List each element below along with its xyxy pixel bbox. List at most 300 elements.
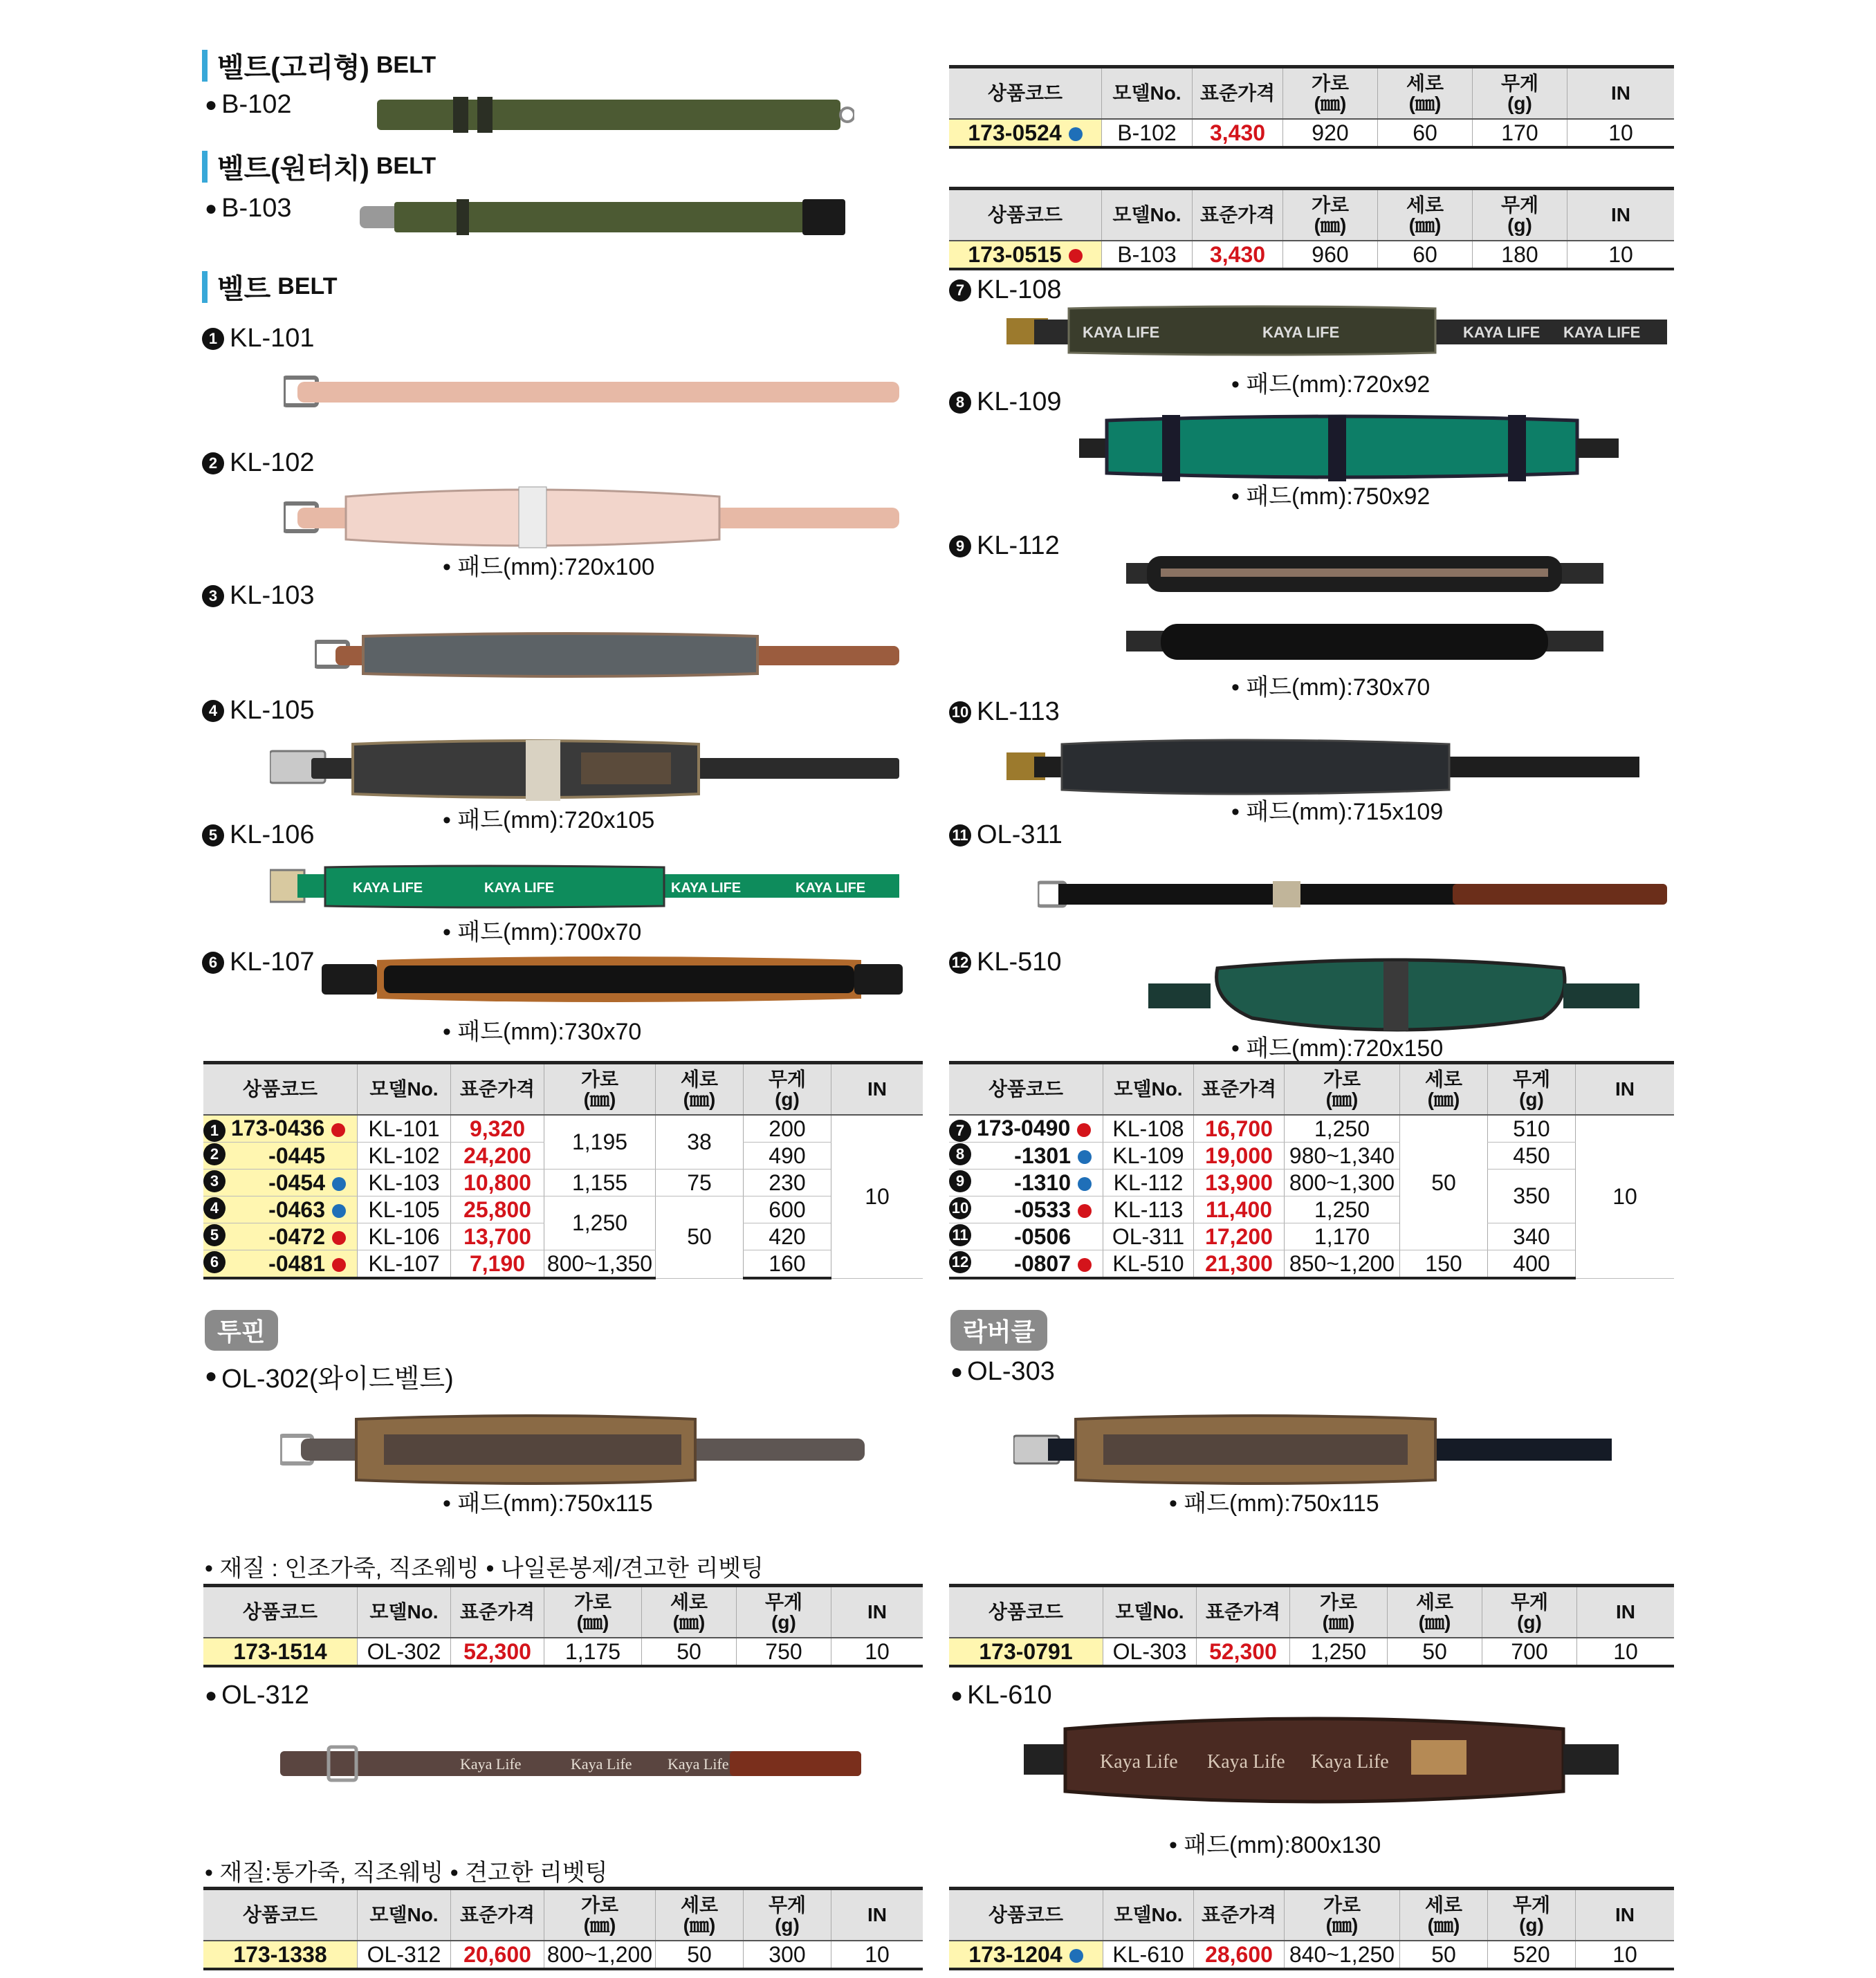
number-badge: 12: [949, 1251, 971, 1273]
header-width-label: 가로: [573, 1591, 612, 1613]
cell-code: [203, 1223, 358, 1250]
header-height-label: 세로: [680, 1894, 719, 1916]
table-ol303: [949, 1584, 1674, 1667]
cell-height: 60: [1378, 119, 1473, 147]
header-in: IN: [1567, 189, 1675, 241]
header-model: 모델No.: [358, 1063, 451, 1116]
table-row: [949, 1170, 1674, 1196]
table-row: [949, 1115, 1674, 1143]
header-weight: [1488, 1889, 1576, 1941]
cell-weight: 420: [744, 1223, 831, 1250]
cell-height: 60: [1378, 241, 1473, 269]
header-weight: [1473, 189, 1567, 241]
red-dot-icon: [1078, 1258, 1092, 1272]
header-model: 모델No.: [358, 1586, 451, 1638]
cell-height: 50: [1400, 1941, 1488, 1969]
header-width: [1283, 67, 1378, 120]
header-unit: (㎜): [576, 1611, 609, 1633]
header-weight: [737, 1586, 831, 1638]
header-price: 표준가격: [451, 1063, 544, 1116]
cell-model: OL-303: [1103, 1638, 1197, 1666]
cell-model: KL-610: [1103, 1941, 1194, 1969]
header-width: [1283, 189, 1378, 241]
number-badge: 5: [202, 824, 224, 847]
number-badge: 4: [202, 700, 224, 722]
pad-size-kl112: • 패드(mm):730x70: [1231, 674, 1431, 701]
header-price: 표준가격: [451, 1586, 544, 1638]
cell-model: OL-302: [358, 1638, 451, 1666]
cell-weight: 510: [1488, 1115, 1576, 1143]
header-height: [656, 1889, 744, 1941]
blue-dot-icon: [332, 1177, 346, 1191]
belt-image-ol303: [1013, 1411, 1615, 1487]
header-model: 모델No.: [1102, 189, 1193, 241]
cell-height: 50: [656, 1196, 744, 1279]
cell-weight: 200: [744, 1115, 831, 1143]
cell-code: [949, 241, 1102, 269]
product-name: B-103: [221, 194, 292, 223]
pad-size-ol302: • 패드(mm):750x115: [443, 1490, 653, 1517]
section-title-text: 벨트(고리형): [217, 53, 369, 83]
cell-price: 25,800: [451, 1196, 544, 1223]
blue-dot-icon: [1069, 1949, 1083, 1963]
red-dot-icon: [1077, 1123, 1091, 1137]
cell-model: KL-109: [1103, 1143, 1194, 1170]
table-row: [949, 241, 1674, 269]
header-unit: (㎜): [583, 1914, 616, 1936]
cell-model: KL-107: [358, 1250, 451, 1279]
product-label-ol312: [205, 1681, 309, 1710]
cell-weight: 600: [744, 1196, 831, 1223]
header-unit: (g): [1517, 1611, 1542, 1633]
cell-weight: 450: [1488, 1143, 1576, 1170]
cell-model: B-102: [1102, 119, 1193, 147]
cell-weight: 180: [1473, 241, 1567, 269]
belt-image-kl113: [1006, 736, 1643, 798]
table-kl-right: [949, 1061, 1674, 1279]
header-unit: (㎜): [1427, 1914, 1460, 1936]
red-dot-icon: [1069, 249, 1083, 263]
belt-print-text: KAYA LIFE: [671, 880, 742, 896]
table-ol302: [203, 1584, 923, 1667]
number-badge: 3: [203, 1170, 226, 1192]
header-width: [544, 1889, 656, 1941]
header-unit: (g): [771, 1611, 796, 1633]
number-badge: 6: [202, 952, 224, 974]
number-badge: 11: [949, 1224, 971, 1246]
belt-image-kl101: [284, 373, 903, 409]
cell-code: [949, 1196, 1103, 1223]
product-label-kl108: [949, 275, 1062, 305]
header-code: 상품코드: [203, 1889, 358, 1941]
number-badge: 6: [203, 1251, 226, 1273]
header-height-label: 세로: [670, 1591, 708, 1613]
product-name: KL-106: [230, 820, 315, 849]
cell-code: [203, 1115, 358, 1143]
cell-code: [203, 1250, 358, 1279]
header-model: 모델No.: [1103, 1063, 1194, 1116]
table-row: [949, 119, 1674, 147]
product-name: KL-101: [230, 324, 315, 353]
product-label-ol303: [950, 1357, 1055, 1387]
cell-in: 10: [1567, 241, 1675, 269]
header-in: IN: [831, 1063, 923, 1116]
code-text: 173-0436: [231, 1116, 325, 1140]
product-label-ol302: [205, 1357, 454, 1395]
header-model: 모델No.: [1102, 67, 1193, 120]
header-height: [1388, 1586, 1482, 1638]
header-height-label: 세로: [1424, 1068, 1463, 1090]
number-badge: 7: [949, 279, 971, 302]
note-ol302: • 재질 : 인조가죽, 직조웨빙 • 나일론봉제/견고한 리벳팅: [205, 1555, 764, 1582]
header-unit: (㎜): [1408, 214, 1442, 236]
product-name: KL-113: [977, 697, 1060, 726]
cell-price: 28,600: [1194, 1941, 1285, 1969]
header-width: [544, 1063, 656, 1116]
cell-model: KL-113: [1103, 1196, 1194, 1223]
cell-code: [949, 1250, 1103, 1279]
header-price: 표준가격: [1194, 1889, 1285, 1941]
table-row: [949, 1250, 1674, 1279]
code-text: -0481: [268, 1250, 325, 1276]
belt-image-b103: [360, 196, 851, 238]
cell-in: 10: [1567, 119, 1675, 147]
header-code: 상품코드: [949, 1063, 1103, 1116]
code-text: 173-0515: [968, 241, 1062, 267]
red-dot-icon: [1078, 1204, 1092, 1218]
cell-weight: 300: [744, 1941, 831, 1969]
product-name: OL-302(와이드벨트): [221, 1365, 454, 1394]
number-badge: 10: [949, 1197, 971, 1219]
header-unit: (㎜): [1322, 1611, 1355, 1633]
belt-print-text: KAYA LIFE: [1262, 324, 1340, 341]
cell-in: 10: [831, 1941, 923, 1969]
header-unit: (㎜): [1418, 1611, 1451, 1633]
pad-size-kl610: • 패드(mm):800x130: [1169, 1832, 1381, 1858]
belt-print-text: KAYA LIFE: [353, 880, 423, 896]
cell-code: [949, 1115, 1103, 1143]
cell-in: 10: [831, 1638, 923, 1666]
code-text: -1310: [1014, 1170, 1071, 1195]
table-row: [203, 1250, 923, 1279]
cell-weight: 160: [744, 1250, 831, 1279]
header-weight-label: 무게: [768, 1068, 807, 1090]
cell-height: 50: [1388, 1638, 1482, 1666]
bullet-icon: ●: [205, 1364, 218, 1387]
cell-code: [203, 1170, 358, 1196]
code-text: -0445: [268, 1143, 325, 1168]
cell-width: 1,250: [544, 1196, 656, 1250]
cell-price: 19,000: [1194, 1143, 1285, 1170]
table-row: [203, 1941, 923, 1969]
cell-price: 21,300: [1194, 1250, 1285, 1279]
header-unit: (㎜): [1325, 1089, 1359, 1110]
number-badge: 1: [203, 1120, 226, 1142]
cell-weight: 700: [1482, 1638, 1577, 1666]
header-height-label: 세로: [1415, 1591, 1454, 1613]
belt-image-kl108: [1006, 304, 1671, 357]
cell-code: [949, 119, 1102, 147]
product-label-kl510: [949, 948, 1062, 977]
header-weight: [1473, 67, 1567, 120]
cell-width: 800~1,300: [1285, 1170, 1400, 1196]
belt-print-text: Kaya Life: [460, 1755, 522, 1773]
table-row: [949, 1223, 1674, 1250]
belt-image-kl102: [284, 483, 903, 552]
code-text: -0472: [268, 1223, 325, 1249]
header-weight-label: 무게: [764, 1591, 803, 1613]
cell-code: 173-1338: [203, 1941, 358, 1969]
header-unit: (㎜): [583, 1089, 616, 1110]
table-row: [949, 1638, 1674, 1666]
pad-size-kl105: • 패드(mm):720x105: [443, 807, 655, 833]
cell-in: 10: [1576, 1115, 1675, 1278]
accent-bar: [202, 151, 208, 183]
cell-price: 7,190: [451, 1250, 544, 1279]
cell-model: KL-108: [1103, 1115, 1194, 1143]
belt-image-b102: [370, 95, 854, 134]
cell-weight: 490: [744, 1143, 831, 1170]
belt-image-kl103: [315, 628, 903, 681]
section-title-en: BELT: [376, 153, 436, 179]
product-name: KL-107: [230, 948, 315, 977]
cell-model: KL-106: [358, 1223, 451, 1250]
number-badge: 12: [949, 952, 971, 974]
belt-print-text: Kaya Life: [1100, 1751, 1178, 1773]
table-ol312: [203, 1887, 923, 1970]
header-weight-label: 무게: [1512, 1894, 1551, 1916]
header-height: [1378, 189, 1473, 241]
product-label-kl103: [202, 581, 315, 611]
bullet-icon: ●: [950, 1683, 964, 1707]
number-badge: 7: [949, 1120, 971, 1142]
section-title-hook-belt: [202, 46, 436, 85]
blue-dot-icon: [332, 1204, 346, 1218]
header-weight: [744, 1063, 831, 1116]
header-height-label: 세로: [1406, 194, 1444, 216]
cell-model: KL-105: [358, 1196, 451, 1223]
cell-price: 3,430: [1193, 119, 1283, 147]
header-code: 상품코드: [949, 1889, 1103, 1941]
product-label-kl610: [950, 1681, 1052, 1710]
tag-twopin: 투핀: [205, 1310, 278, 1351]
header-unit: (g): [775, 1089, 800, 1110]
section-title-en: BELT: [376, 52, 436, 78]
header-code: 상품코드: [949, 67, 1102, 120]
table-kl610: [949, 1887, 1674, 1970]
cell-weight: 170: [1473, 119, 1567, 147]
belt-print-text: Kaya Life: [1311, 1751, 1389, 1773]
bullet-icon: ●: [205, 93, 218, 116]
number-badge: 3: [202, 585, 224, 607]
header-in: IN: [1576, 1889, 1675, 1941]
cell-code: 173-0791: [949, 1638, 1103, 1666]
code-text: -0454: [268, 1170, 325, 1195]
cell-weight: 350: [1488, 1170, 1576, 1223]
header-price: 표준가격: [1193, 189, 1283, 241]
cell-height: 50: [1400, 1115, 1488, 1250]
cell-model: KL-101: [358, 1115, 451, 1143]
header-unit: (g): [1507, 93, 1532, 114]
blue-dot-icon: [1078, 1150, 1092, 1164]
section-title-text: 벨트(원터치): [217, 154, 369, 184]
section-title-text: 벨트: [217, 274, 271, 304]
belt-image-kl112-b: [1126, 621, 1610, 663]
cell-width: 840~1,250: [1285, 1941, 1400, 1969]
belt-print-text: Kaya Life: [571, 1755, 632, 1773]
product-name: KL-610: [967, 1681, 1052, 1710]
product-name: KL-112: [977, 531, 1060, 560]
pad-size-kl106: • 패드(mm):700x70: [443, 919, 642, 945]
belt-print-text: Kaya Life: [668, 1755, 729, 1773]
number-badge: 2: [203, 1143, 226, 1165]
header-unit: (㎜): [1314, 93, 1347, 114]
header-unit: (㎜): [1314, 214, 1347, 236]
cell-width: 1,170: [1285, 1223, 1400, 1250]
cell-model: KL-510: [1103, 1250, 1194, 1279]
header-unit: (㎜): [683, 1914, 716, 1936]
belt-image-ol311: [1038, 877, 1671, 912]
header-width: [1285, 1063, 1400, 1116]
number-badge: 9: [949, 1170, 971, 1192]
header-unit: (㎜): [1325, 1914, 1359, 1936]
header-width: [544, 1586, 642, 1638]
table-b103: [949, 187, 1674, 270]
cell-price: 11,400: [1194, 1196, 1285, 1223]
bullet-icon: ●: [205, 196, 218, 220]
cell-height: 38: [656, 1115, 744, 1170]
header-price: 표준가격: [1197, 1586, 1290, 1638]
header-model: 모델No.: [1103, 1586, 1197, 1638]
cell-width: 1,195: [544, 1115, 656, 1170]
product-label-kl101: [202, 324, 315, 353]
cell-model: KL-112: [1103, 1170, 1194, 1196]
header-unit: (㎜): [683, 1089, 716, 1110]
cell-height: 75: [656, 1170, 744, 1196]
header-unit: (g): [1519, 1089, 1544, 1110]
cell-width: 800~1,200: [544, 1941, 656, 1969]
cell-width: 800~1,350: [544, 1250, 656, 1279]
header-height: [1378, 67, 1473, 120]
section-title-onetouch-belt: [202, 147, 436, 186]
product-name: KL-109: [977, 387, 1062, 416]
cell-model: OL-312: [358, 1941, 451, 1969]
cell-height: 150: [1400, 1250, 1488, 1279]
header-model: 모델No.: [358, 1889, 451, 1941]
belt-print-text: KAYA LIFE: [796, 880, 866, 896]
product-name: KL-102: [230, 448, 315, 477]
product-label-kl102: [202, 448, 315, 478]
product-label-kl113: [949, 697, 1060, 727]
cell-code: [203, 1196, 358, 1223]
belt-image-kl510: [1148, 952, 1646, 1042]
header-height: [1400, 1889, 1488, 1941]
cell-price: 10,800: [451, 1170, 544, 1196]
cell-code: [949, 1143, 1103, 1170]
pad-size-kl107: • 패드(mm):730x70: [443, 1019, 642, 1045]
product-label-kl107: [202, 948, 315, 977]
header-in: IN: [1577, 1586, 1675, 1638]
belt-print-text: KAYA LIFE: [1563, 324, 1641, 341]
belt-image-kl112-a: [1126, 553, 1610, 595]
header-price: 표준가격: [1194, 1063, 1285, 1116]
belt-print-text: KAYA LIFE: [1463, 324, 1541, 341]
code-text: -0533: [1014, 1196, 1071, 1222]
header-width: [1285, 1889, 1400, 1941]
header-width: [1290, 1586, 1388, 1638]
table-row: [203, 1638, 923, 1666]
header-code: 상품코드: [203, 1063, 358, 1116]
section-title-belt: [202, 267, 338, 306]
product-label-b103: [205, 194, 292, 223]
header-width-label: 가로: [1311, 194, 1350, 216]
cell-code: [949, 1223, 1103, 1250]
header-width-label: 가로: [580, 1894, 619, 1916]
header-unit: (g): [775, 1914, 800, 1936]
cell-width: 920: [1283, 119, 1378, 147]
header-height: [642, 1586, 737, 1638]
pad-size-kl109: • 패드(mm):750x92: [1231, 483, 1431, 510]
table-row: [203, 1115, 923, 1143]
header-weight-label: 무게: [1512, 1068, 1551, 1090]
bullet-icon: ●: [950, 1360, 964, 1383]
cell-in: 10: [1577, 1638, 1675, 1666]
cell-width: 1,250: [1285, 1196, 1400, 1223]
header-in: IN: [1567, 67, 1675, 120]
cell-code: [949, 1941, 1103, 1969]
red-dot-icon: [331, 1123, 345, 1137]
header-width-label: 가로: [1311, 72, 1350, 94]
cell-model: OL-311: [1103, 1223, 1194, 1250]
header-weight: [744, 1889, 831, 1941]
table-kl-left: [203, 1061, 923, 1279]
product-name: B-102: [221, 90, 292, 119]
product-label-kl112: [949, 531, 1060, 561]
code-text: 173-0524: [968, 120, 1062, 145]
accent-bar: [202, 50, 208, 82]
header-in: IN: [831, 1586, 923, 1638]
table-row: [949, 1941, 1674, 1969]
cell-weight: 340: [1488, 1223, 1576, 1250]
pad-size-kl113: • 패드(mm):715x109: [1231, 799, 1444, 825]
belt-print-text: KAYA LIFE: [1083, 324, 1160, 341]
header-unit: (㎜): [672, 1611, 706, 1633]
cell-width: 1,250: [1285, 1115, 1400, 1143]
header-weight-label: 무게: [1510, 1591, 1549, 1613]
product-label-kl109: [949, 387, 1062, 417]
pad-size-ol303: • 패드(mm):750x115: [1169, 1490, 1379, 1517]
product-label-b102: [205, 90, 292, 120]
number-badge: 5: [203, 1224, 226, 1246]
header-weight-label: 무게: [768, 1894, 807, 1916]
cell-price: 16,700: [1194, 1115, 1285, 1143]
belt-image-kl106: [270, 865, 903, 909]
product-name: KL-510: [977, 948, 1062, 977]
header-code: 상품코드: [949, 1586, 1103, 1638]
header-weight-label: 무게: [1500, 194, 1539, 216]
code-text: -0807: [1014, 1250, 1071, 1276]
blue-dot-icon: [1078, 1177, 1092, 1191]
cell-weight: 400: [1488, 1250, 1576, 1279]
belt-image-ol302: [280, 1411, 868, 1487]
cell-weight: 750: [737, 1638, 831, 1666]
header-height-label: 세로: [1406, 72, 1444, 94]
code-text: -0463: [268, 1196, 325, 1222]
code-text: -0506: [1014, 1223, 1071, 1249]
header-height: [656, 1063, 744, 1116]
header-model: 모델No.: [1103, 1889, 1194, 1941]
number-badge: 10: [949, 701, 971, 723]
